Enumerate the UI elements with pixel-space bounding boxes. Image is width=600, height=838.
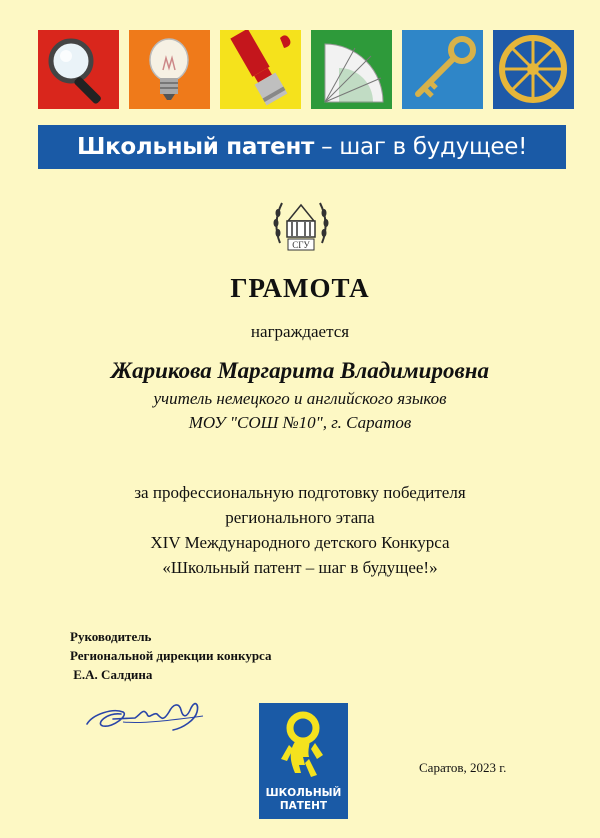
awarded-text: награждается [250,322,350,341]
signatory-title: Руководитель [70,629,152,644]
magnifier-icon [38,30,119,109]
wheel-tile [493,30,574,109]
recipient-school: МОУ "СОШ №10", г. Саратов [188,413,412,432]
signatory-name: Е.А. Салдина [70,667,153,682]
reason-line: «Школьный патент – шаг в будущее!» [162,558,438,577]
banner-bold-text: Школьный патент [76,134,315,160]
key-icon [402,30,483,109]
logo-line1: ШКОЛЬНЫЙ [265,787,342,799]
header-banner [38,125,566,169]
place-date: Саратов, 2023 г. [419,760,507,775]
banner-rest-text: – шаг в будущее! [314,134,527,160]
certificate-title: ГРАМОТА [230,273,370,303]
reason-line: регионального этапа [225,508,375,527]
university-emblem-icon [270,193,332,253]
signature-icon [83,694,218,736]
paint-tube-tile [220,30,301,109]
protractor-tile [311,30,392,109]
magnifier-tile [38,30,119,109]
reason-line: XIV Международного детского Конкурса [150,533,450,552]
lightbulb-tile [129,30,210,109]
protractor-icon [311,30,392,109]
key-tile [402,30,483,109]
award-reason [0,480,600,580]
recipient-name: Жарикова Маргарита Владимировна [110,358,490,383]
signatory-block [70,627,272,684]
signatory-title-org: Региональной дирекции конкурса [70,648,272,663]
emblem-label: СГУ [292,240,310,250]
reason-line: за профессиональную подготовку победителя [134,483,466,502]
key-figure-icon [259,703,348,783]
paint-tube-icon [220,30,301,109]
recipient-role: учитель немецкого и английского языков [153,389,447,408]
wheel-icon [493,30,574,109]
school-patent-logo [259,703,348,819]
logo-line2: ПАТЕНТ [279,800,328,812]
lightbulb-icon [129,30,210,109]
